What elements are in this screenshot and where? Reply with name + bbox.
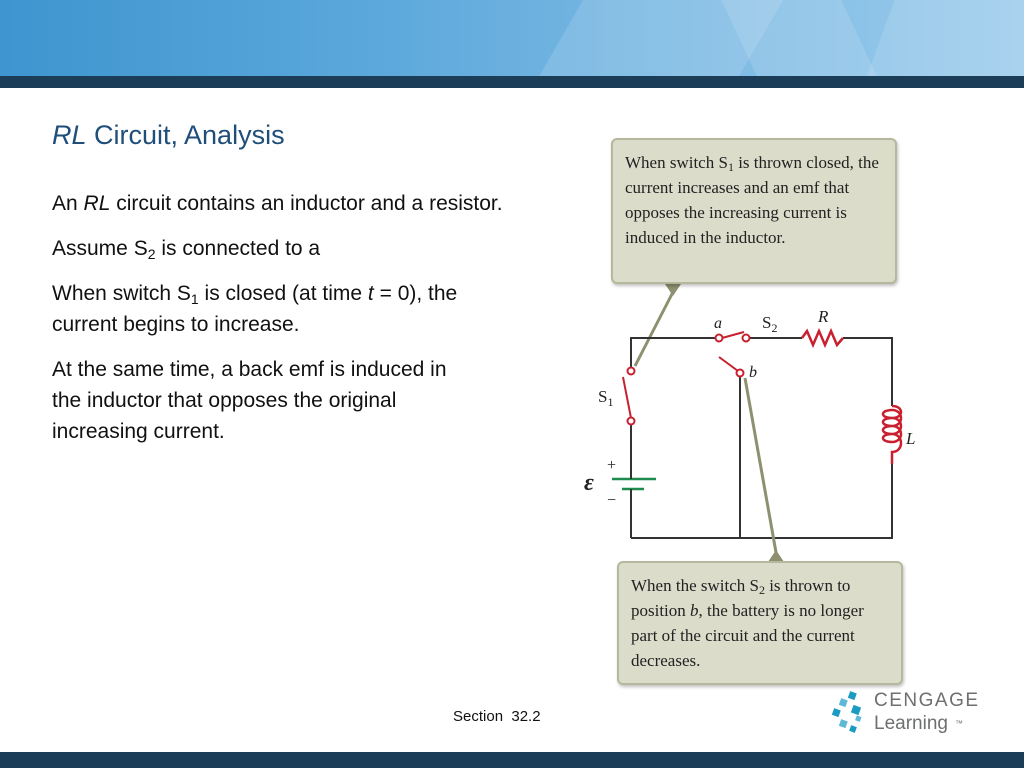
resistor [802,331,843,345]
p1-text-c: circuit contains an inductor and a resistor. [110,192,503,215]
header-banner [0,0,1024,76]
slide-title [52,120,285,151]
logo-word-learning: Learning [874,713,948,734]
label-l: L [906,429,916,448]
label-minus: − [607,492,617,509]
header-stripe [0,76,1024,88]
label-plus: + [607,457,617,474]
label-r: R [818,307,829,326]
callout-top-text-b: is thrown closed, the current increases and an emf that opposes the increasing current is induced in the inductor. [625,153,879,247]
callout-top-sub: 1 [727,160,734,174]
callout-top-pointer [635,292,673,366]
p1-italic: RL [83,192,111,215]
paragraph-2 [52,233,522,264]
paragraph-4 [52,354,472,447]
callout-bottom-sub: 2 [758,583,765,597]
p3-text-c: is closed (at time [198,282,368,305]
paragraph-1 [52,188,522,219]
title-italic: RL [52,120,87,150]
label-s1 [598,387,613,409]
cengage-logo-mark [832,690,872,734]
p1-text-a: An [52,192,84,215]
header-facet [851,0,1024,76]
circuit-wires [631,338,892,538]
label-s1-main: S [598,387,608,406]
p3-italic-t: t [367,282,374,305]
wire-top-left [631,338,716,368]
callout-bottom-text-b: is thrown to position [631,576,851,620]
p3-sub: 1 [190,291,199,307]
label-b: b [749,364,757,381]
callout-bottom-italic-b: b [690,601,699,620]
p3-text-a: When switch S [52,282,191,305]
switch-s2 [716,332,750,377]
label-s2-sub: 2 [771,321,778,335]
callout-bottom-text-c: , the battery is no longer part of the circuit and the current decreases. [631,601,864,670]
switch-s1 [623,368,635,425]
label-s2 [762,313,777,335]
p2-text-a: Assume S [52,237,148,260]
inductor [883,406,901,464]
p2-sub: 2 [147,246,156,262]
p3-text-d: = 0), the current begins to increase. [52,282,458,336]
callout-bottom-text-a: When the switch S [631,576,759,595]
callout-switch-s1 [611,138,897,284]
paragraph-3 [52,278,522,340]
slide-body [52,188,522,461]
battery [612,479,656,489]
rl-circuit-figure [580,130,920,690]
p4-text: At the same time, a back emf is induced in the inductor that opposes the original increasing current. [52,358,447,443]
label-s1-sub: 1 [607,395,614,409]
wire-right [843,338,892,406]
callout-switch-s2 [617,561,903,685]
callout-bottom-pointer [745,378,777,558]
logo-word-cengage: CENGAGE [874,690,980,711]
logo-trademark: ™ [955,719,963,728]
p2-text-c: is connected to a [155,237,321,260]
label-a: a [714,315,722,332]
cengage-logo [832,690,992,740]
label-emf: ε [584,470,594,496]
footer-bar [0,752,1024,768]
title-rest: Circuit, Analysis [86,120,285,150]
callout-top-text-a: When switch S [625,153,728,172]
label-s2-main: S [762,313,772,332]
section-label: Section 32.2 [453,708,541,725]
